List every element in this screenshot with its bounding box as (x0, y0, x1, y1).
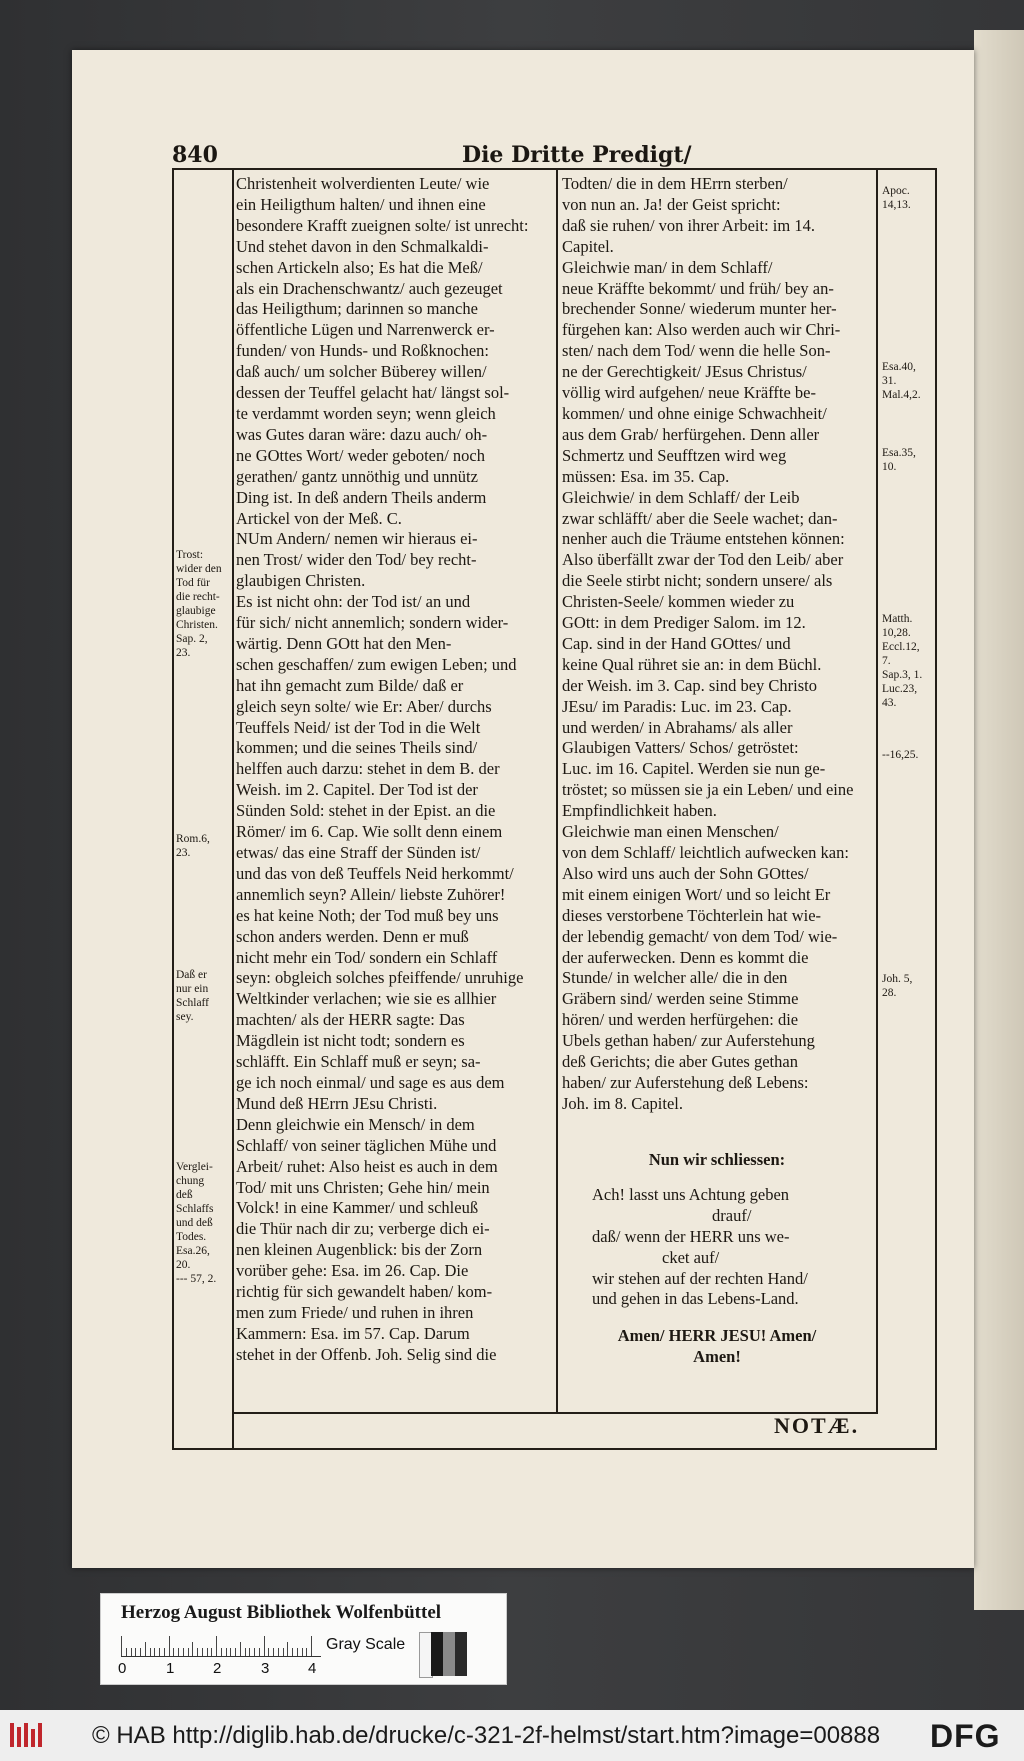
text-line: der auferwecken. Denn es kommt die (562, 947, 809, 967)
frame-right-rule (935, 168, 937, 1450)
text-line: Sünden Sold: stehet in der Epist. an die (236, 801, 496, 821)
text-line: müssen: Esa. im 35. Cap. (562, 466, 730, 486)
gray-swatch-black (431, 1632, 443, 1676)
text-line: der lebendig gemacht/ von dem Tod/ wie- (562, 926, 838, 946)
ruler-tick (188, 1648, 189, 1656)
text-line: Christenheit wolverdienten Leute/ wie (236, 174, 490, 193)
ruler-tick (178, 1648, 179, 1656)
text-line: annemlich seyn? Allein/ liebste Zuhörer! (236, 884, 506, 904)
ruler-tick (268, 1648, 269, 1656)
gray-swatch-mid (443, 1632, 455, 1676)
margin-note-apoc: Apoc. 14,13. (882, 185, 911, 211)
ruler-tick (216, 1636, 217, 1656)
text-line: dieses verstorbene Töchterlein hat wie- (562, 905, 822, 925)
text-line: JEsu/ im Paradis: Luc. im 23. Cap. (562, 696, 792, 716)
text-line: gerathen/ gantz unnöthig und unnütz (236, 466, 478, 486)
ruler-tick (278, 1648, 279, 1656)
ruler-tick (135, 1648, 136, 1656)
ruler-number: 4 (308, 1660, 317, 1677)
ruler-tick (245, 1648, 246, 1656)
ruler-tick (154, 1648, 155, 1656)
text-line: ge ich noch einmal/ und sage es aus dem (236, 1072, 505, 1092)
text-line: kommen/ und ohne einige Schwachheit/ (562, 403, 827, 423)
text-line: die Thür nach dir zu; verberge dich ei- (236, 1219, 490, 1239)
text-line: von nun an. Ja! der Geist spricht: (562, 194, 781, 214)
ruler-tick (264, 1636, 265, 1656)
ruler-tick (230, 1648, 231, 1656)
text-line: Artickel von der Meß. C. (236, 508, 402, 528)
text-line: Gleichwie man einen Menschen/ (562, 822, 779, 842)
text-line: haben/ zur Auferstehung deß Lebens: (562, 1072, 809, 1092)
text-line: Schmertz und Seufftzen wird weg (562, 445, 787, 465)
text-line: Also überfällt zwar der Tod den Leib/ aber (562, 550, 844, 570)
ruler-tick (207, 1648, 208, 1656)
text-line: vorüber gehe: Esa. im 26. Cap. Die (236, 1261, 469, 1281)
text-line: Teuffels Neid/ ist der Tod in die Welt (236, 717, 481, 737)
text-line: Denn gleichwie ein Mensch/ in dem (236, 1114, 475, 1134)
ruler-tick (283, 1648, 284, 1656)
text-line: Römer/ im 6. Cap. Wie sollt denn einem (236, 822, 503, 842)
text-line: Mägdlein ist nicht todt; sondern es (236, 1031, 465, 1051)
text-line: Cap. sind in der Hand GOttes/ und (562, 633, 791, 653)
library-logo-icon (8, 1721, 48, 1749)
ruler-tick (311, 1636, 312, 1656)
closing-heading: Nun wir schliessen: (648, 1150, 786, 1169)
ruler-tick (249, 1648, 250, 1656)
text-line: helffen auch darzu: stehet in dem B. der (236, 759, 500, 779)
ruler-tick (202, 1648, 203, 1656)
text-line: tröstet; so müssen sie ja ein Leben/ und eine (562, 780, 854, 800)
text-line: und das von deß Teuffels Neid herkommt/ (236, 863, 514, 883)
ruler-tick (183, 1648, 184, 1656)
ruler-tick (273, 1648, 274, 1656)
ruler-tick (287, 1642, 288, 1656)
margin-note-trost: Trost: wider den Tod für die recht- glaubige Christen. Sap. 2, 23. (176, 549, 222, 659)
text-line: Weltkinder verlachen; wie sie es allhier (236, 989, 497, 1009)
margin-note-luc16: --16,25. (882, 749, 919, 761)
page-header (172, 142, 937, 176)
text-line: besondere Krafft zueignen solte/ ist unrecht: (236, 215, 529, 235)
ruler-tick (292, 1648, 293, 1656)
text-line: Stunde/ in welcher alle/ die in den (562, 968, 788, 988)
margin-note-joh: Joh. 5, 28. (882, 973, 913, 999)
text-line: mit einem einigen Wort/ und so leicht Er (562, 884, 831, 904)
frame-bottom-rule (172, 1448, 937, 1450)
text-line: daß sie ruhen/ von ihrer Arbeit: im 14. (562, 215, 815, 235)
text-line: nenher auch die Träume entstehen können: (562, 529, 845, 549)
next-page-edge (974, 30, 1024, 1610)
text-line: Christen-Seele/ kommen wieder zu (562, 592, 795, 612)
text-line: NUm Andern/ nemen wir hieraus ei- (236, 529, 478, 549)
text-line: Empfindlichkeit haben. (562, 801, 717, 821)
text-line: schen geschaffen/ zum ewigen Leben; und (236, 654, 517, 674)
text-line: brechender Sonne/ wiederum munter her- (562, 299, 837, 319)
text-line: für sich/ nicht annemlich; sondern wider- (236, 613, 509, 633)
ruler-tick (126, 1648, 127, 1656)
text-line: Todten/ die in dem HErrn sterben/ (562, 174, 788, 193)
frame-left-rule (172, 168, 174, 1450)
verse-line: cket auf/ (662, 1247, 720, 1267)
right-text-column (562, 174, 872, 1115)
ruler-tick (240, 1642, 241, 1656)
text-line: Capitel. (562, 236, 614, 256)
right-margin-rule (876, 168, 878, 1414)
ruler-tick (211, 1648, 212, 1656)
text-line: stehet in der Offenb. Joh. Selig sind die (236, 1344, 497, 1364)
amen-line: Amen! (693, 1347, 741, 1367)
text-line: Ubels gethan haben/ zur Auferstehung (562, 1031, 815, 1051)
ruler-tick (145, 1642, 146, 1656)
ruler-number: 0 (118, 1660, 127, 1677)
ruler-tick (259, 1648, 260, 1656)
ruler-tick (131, 1648, 132, 1656)
text-line: schon anders werden. Denn er muß (236, 926, 469, 946)
text-line: öffentliche Lügen und Narrenwerck er- (236, 320, 495, 340)
text-line: Gleichwie/ in dem Schlaff/ der Leib (562, 487, 800, 507)
margin-note-esa40: Esa.40, 31. Mal.4,2. (882, 361, 921, 401)
left-text-column (236, 174, 552, 1366)
ruler-tick (150, 1648, 151, 1656)
text-line: Weish. im 2. Capitel. Der Tod ist der (236, 780, 478, 800)
text-line: was Gutes daran wäre: dazu auch/ oh- (236, 424, 488, 444)
text-line: Mund deß HErrn JEsu Christi. (236, 1093, 438, 1113)
ruler-tick (306, 1648, 307, 1656)
text-line: völlig wird aufgehen/ neue Kräffte be- (562, 383, 816, 403)
text-line: Arbeit/ ruhet: Also heist es auch in dem (236, 1156, 498, 1176)
verse-line: daß/ wenn der HERR uns we- (592, 1226, 790, 1246)
text-line: dessen der Teuffel gelacht hat/ längst sol- (236, 383, 510, 403)
ruler-number: 2 (213, 1660, 222, 1677)
ruler-tick (140, 1648, 141, 1656)
text-line: zwar schläfft/ aber die Seele wachet; dan- (562, 508, 838, 528)
text-line: es hat keine Noth; der Tod muß bey uns (236, 905, 499, 925)
text-line: Luc. im 16. Capitel. Werden sie nun ge- (562, 759, 826, 779)
text-line: von dem Schlaff/ leichtlich aufwecken kan: (562, 843, 849, 862)
text-line: schen Artickeln also; Es hat die Meß/ (236, 257, 483, 277)
text-line: die Seele stirbt nicht; sondern unsere/ als (562, 571, 833, 591)
ruler-tick (297, 1648, 298, 1656)
ruler-number: 1 (166, 1660, 175, 1677)
margin-note-vergleichung: Verglei- chung deß Schlaffs und deß Todes. Esa.26, 20. --- 57, 2. (176, 1161, 217, 1285)
page-number: 840 (172, 142, 218, 168)
text-line: sten/ nach dem Tod/ wenn die helle Son- (562, 341, 831, 361)
ruler-tick (226, 1648, 227, 1656)
text-line: schläfft. Ein Schlaff muß er seyn; sa- (236, 1052, 481, 1072)
ruler-tick (197, 1648, 198, 1656)
text-line: Und stehet davon in den Schmalkaldi- (236, 236, 489, 256)
text-line: und werden/ in Abrahams/ als aller (562, 717, 793, 737)
text-line: Volck! in eine Kammer/ und schleuß (236, 1198, 479, 1218)
text-line: GOtt: in dem Prediger Salom. im 12. (562, 613, 806, 633)
text-line: Also wird uns auch der Sohn GOttes/ (562, 863, 809, 883)
text-line: nen Trost/ wider den Tod/ bey recht- (236, 550, 477, 570)
dfg-logo: DFG (930, 1718, 1001, 1754)
footer-bar (0, 1710, 1024, 1761)
ruler-tick (164, 1648, 165, 1656)
text-line: richtig für sich gewandelt haben/ kom- (236, 1282, 493, 1302)
text-line: wärtig. Denn GOtt hat den Men- (236, 633, 452, 653)
text-line: te verdammt worden seyn; wenn gleich (236, 403, 496, 423)
ruler-tick (173, 1648, 174, 1656)
text-line: gleich seyn solte/ wie Er: Aber/ durchs (236, 696, 492, 716)
ruler-tick (169, 1636, 170, 1656)
card-title: Herzog August Bibliothek Wolfenbüttel (121, 1602, 442, 1623)
text-line: nicht mehr ein Tod/ sondern ein Schlaff (236, 947, 498, 967)
column-divider (556, 168, 558, 1414)
text-line: Es ist nicht ohn: der Tod ist/ an und (236, 592, 471, 612)
text-line: Glaubigen Vatters/ Schos/ getröstet: (562, 738, 799, 758)
verse-line: wir stehen auf der rechten Hand/ (592, 1268, 808, 1288)
text-line: men zum Friede/ und ruhen in ihren (236, 1302, 474, 1322)
verse-line: und gehen in das Lebens-Land. (592, 1289, 799, 1309)
text-line: Joh. im 8. Capitel. (562, 1093, 683, 1113)
scale-ruler (121, 1634, 321, 1657)
text-line: ein Heiligthum halten/ und ihnen eine (236, 194, 486, 214)
ruler-number: 3 (261, 1660, 270, 1677)
ruler-tick (254, 1648, 255, 1656)
text-line: keine Qual rühret sie an: in dem Büchl. (562, 654, 822, 674)
gray-swatch-dark (455, 1632, 467, 1676)
ruler-tick (235, 1648, 236, 1656)
verse-line: drauf/ (712, 1205, 752, 1225)
text-line: etwas/ das eine Straff der Sünden ist/ (236, 843, 481, 862)
ruler-tick (302, 1648, 303, 1656)
color-reference-card (100, 1593, 507, 1685)
margin-note-rom: Rom.6, 23. (176, 833, 210, 859)
left-margin-rule (232, 168, 234, 1450)
margin-note-esa35: Esa.35, 10. (882, 447, 916, 473)
ruler-tick (159, 1648, 160, 1656)
text-line: Kammern: Esa. im 57. Cap. Darum (236, 1323, 470, 1343)
verse-line: Ach! lasst uns Achtung geben (592, 1184, 790, 1204)
closing-block (562, 1150, 872, 1368)
text-line: hat ihn gemacht zum Bilde/ daß er (236, 675, 464, 695)
text-line: Tod/ mit uns Christen; Gehe hin/ mein (236, 1177, 490, 1197)
text-line: glaubigen Christen. (236, 571, 366, 591)
ruler-tick (121, 1636, 122, 1656)
text-line: fürgehen kan: Also werden auch wir Chri- (562, 320, 841, 340)
text-line: funden/ von Hunds- und Roßknochen: (236, 341, 489, 361)
text-line: aus dem Grab/ herfürgehen. Denn aller (562, 424, 820, 444)
text-line: kommen; und die seines Theils sind/ (236, 738, 478, 758)
text-line: daß auch/ um solcher Büberey willen/ (236, 362, 487, 382)
text-line: Gräbern sind/ werden seine Stimme (562, 989, 799, 1009)
text-line: das Heiligthum; darinnen so manche (236, 299, 478, 319)
margin-note-schlaff: Daß er nur ein Schlaff sey. (176, 969, 210, 1023)
header-rule (172, 168, 937, 170)
text-line: deß Gerichts; die aber Gutes gethan (562, 1052, 798, 1072)
text-line: Gleichwie man/ in dem Schlaff/ (562, 257, 773, 277)
text-line: machten/ als der HERR sagte: Das (236, 1010, 465, 1030)
amen-line: Amen/ HERR JESU! Amen/ (617, 1326, 817, 1346)
text-line: Schlaff/ von seiner täglichen Mühe und (236, 1135, 497, 1155)
running-head: Die Dritte Predigt/ (462, 142, 692, 168)
gray-scale-label: Gray Scale (326, 1636, 406, 1653)
text-line: der Weish. im 3. Cap. sind bey Christo (562, 675, 818, 695)
text-line: nen kleinen Augenblick: bis der Zorn (236, 1240, 483, 1260)
catchword: NOTÆ. (774, 1413, 860, 1438)
text-line: neue Kräffte bekommt/ und früh/ bey an- (562, 278, 834, 298)
text-line: ne GOttes Wort/ weder geboten/ noch (236, 445, 486, 465)
text-line: hören/ und werden herfürgehen: die (562, 1010, 799, 1030)
footer-source-link[interactable]: © HAB http://diglib.hab.de/drucke/c-321-2f-helmst/start.htm?image=00888 (92, 1722, 881, 1749)
ruler-tick (221, 1648, 222, 1656)
text-line: ne der Gerechtigkeit/ JEsus Christus/ (562, 362, 807, 382)
text-line: seyn: obgleich solches pfeiffende/ unruhige (236, 968, 524, 988)
text-line: als ein Drachenschwantz/ auch gezeuget (236, 278, 503, 298)
text-line: Ding ist. In deß andern Theils anderm (236, 487, 487, 507)
margin-note-matth: Matth. 10,28. Eccl.12, 7. Sap.3, 1. Luc.23, 43. (882, 613, 923, 709)
ruler-tick (192, 1642, 193, 1656)
